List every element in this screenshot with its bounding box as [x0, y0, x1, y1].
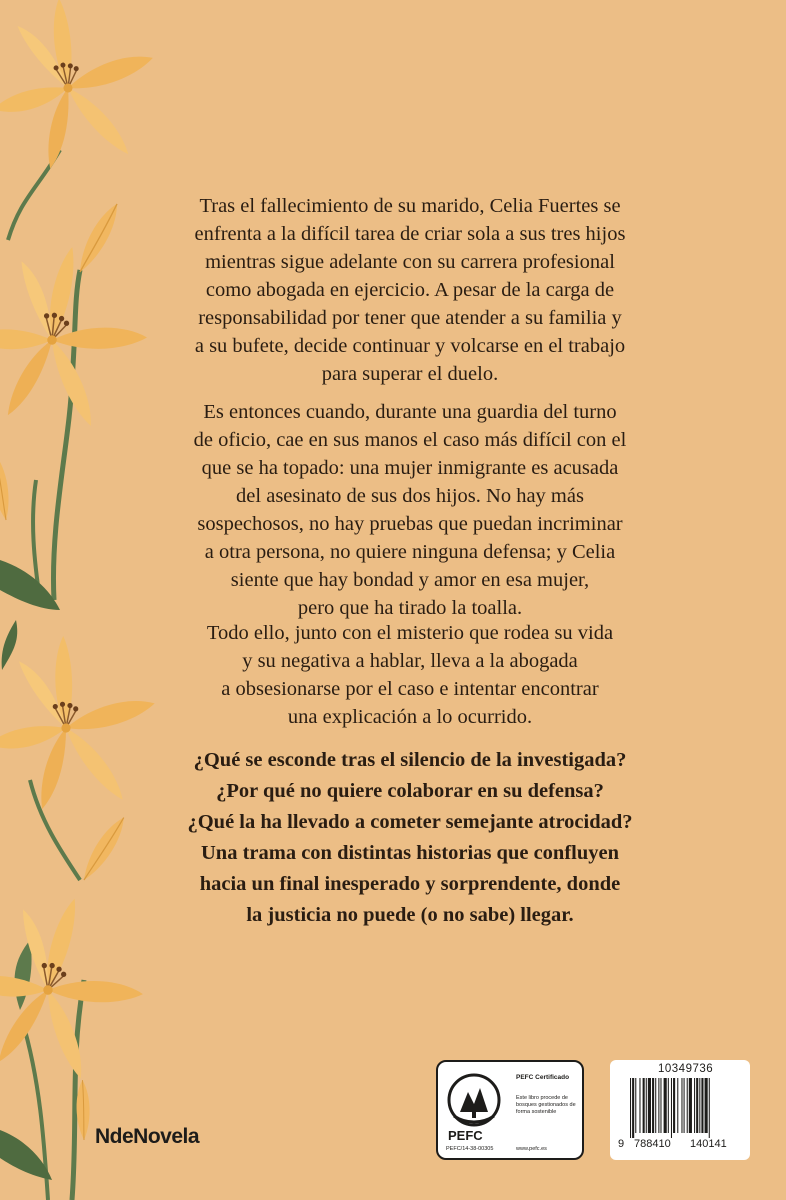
barcode-bar — [681, 1078, 682, 1133]
synopsis-line: responsabilidad por tener que atender a su familia y — [198, 307, 622, 329]
synopsis-line: Es entonces cuando, durante una guardia del turno — [203, 401, 617, 423]
synopsis-line: del asesinato de sus dos hijos. No hay más — [236, 485, 584, 507]
synopsis-line: enfrenta a la difícil tarea de criar sola a sus tres hijos — [194, 223, 626, 245]
isbn-group-1: 788410 — [634, 1138, 671, 1150]
barcode-bar — [648, 1078, 651, 1133]
barcode-bar — [632, 1078, 634, 1138]
teaser-questions — [140, 745, 680, 931]
teaser-line: hacia un final inesperado y sorprendente, donde — [199, 873, 621, 895]
synopsis-line: a obsesionarse por el caso e intentar encontrar — [221, 678, 599, 700]
synopsis-line: a otra persona, no quiere ninguna defensa; y Celia — [204, 541, 616, 563]
barcode-bar — [701, 1078, 703, 1133]
synopsis-line: que se ha topado: una mujer inmigrante es acusada — [201, 457, 619, 479]
teaser-line: Una trama con distintas historias que confluyen — [200, 842, 619, 864]
barcode-icon — [630, 1078, 744, 1138]
pefc-title: PEFC Certificado — [516, 1074, 570, 1081]
barcode-bar — [699, 1078, 700, 1133]
isbn-prefix: 9 — [618, 1138, 625, 1150]
barcode-bar — [658, 1078, 659, 1133]
barcode-bar — [635, 1078, 636, 1133]
pefc-url: www.pefc.es — [516, 1146, 547, 1152]
synopsis-line: sospechosos, no hay pruebas que puedan incriminar — [197, 513, 623, 535]
barcode-bar — [694, 1078, 695, 1133]
pefc-tree-logo-icon — [446, 1072, 502, 1130]
barcode-bar — [652, 1078, 654, 1133]
teaser-line: ¿Por qué no quiere colaborar en su defensa? — [216, 780, 604, 802]
isbn-barcode-box — [610, 1060, 750, 1160]
pefc-certification-box — [436, 1060, 584, 1160]
barcode-bar — [689, 1078, 692, 1133]
barcode-bar — [696, 1078, 698, 1133]
barcode-bar — [677, 1078, 678, 1133]
lily-flowers-illustration — [0, 0, 170, 1200]
barcode-bar — [684, 1078, 685, 1133]
barcode-bar — [646, 1078, 647, 1133]
barcode-bar — [673, 1078, 675, 1133]
barcode-bar — [639, 1078, 640, 1133]
barcode-bar — [668, 1078, 669, 1133]
synopsis-line: de oficio, cae en sus manos el caso más difícil con el — [193, 429, 627, 451]
synopsis-line: a su bufete, decide continuar y volcarse en el trabajo — [194, 335, 626, 357]
pefc-code: PEFC/14-38-00305 — [446, 1146, 494, 1152]
synopsis-line: una explicación a lo ocurrido. — [287, 706, 533, 728]
barcode-bar — [643, 1078, 645, 1133]
synopsis-line: Tras el fallecimiento de su marido, Celia Fuertes se — [199, 195, 621, 217]
teaser-line: ¿Qué se esconde tras el silencio de la investigada? — [193, 749, 627, 771]
barcode-bar — [664, 1078, 667, 1133]
synopsis-line: para superar el duelo. — [321, 363, 499, 385]
synopsis-line: Todo ello, junto con el misterio que rodea su vida — [206, 622, 614, 644]
publisher-logo: NdeNovela — [95, 1125, 200, 1148]
internal-code: 10349736 — [658, 1063, 714, 1075]
barcode-bar — [671, 1078, 672, 1138]
barcode-bar — [705, 1078, 708, 1133]
barcode-bar — [630, 1078, 631, 1138]
synopsis-line: siente que hay bondad y amor en esa mujer, — [230, 569, 590, 591]
pefc-logo-text: PEFC — [448, 1128, 483, 1143]
synopsis-paragraph-1 — [160, 192, 660, 388]
barcode-bar — [655, 1078, 656, 1133]
synopsis-line: y su negativa a hablar, lleva a la abogada — [242, 650, 578, 672]
pefc-description: Este libro procede de bosques gestionados de forma sostenible — [516, 1095, 576, 1115]
synopsis-line: como abogada en ejercicio. A pesar de la carga de — [205, 279, 615, 301]
synopsis-paragraph-3 — [160, 619, 660, 731]
synopsis-line: mientras sigue adelante con su carrera profesional — [205, 251, 615, 273]
teaser-line: la justicia no puede (o no sabe) llegar. — [246, 904, 574, 926]
barcode-bar — [687, 1078, 688, 1133]
isbn-group-2: 140141 — [690, 1138, 727, 1150]
barcode-bar — [709, 1078, 710, 1138]
barcode-bar — [660, 1078, 661, 1133]
teaser-line: ¿Qué la ha llevado a cometer semejante atrocidad? — [187, 811, 633, 833]
synopsis-line: pero que ha tirado la toalla. — [297, 597, 523, 619]
synopsis-paragraph-2 — [160, 398, 660, 622]
